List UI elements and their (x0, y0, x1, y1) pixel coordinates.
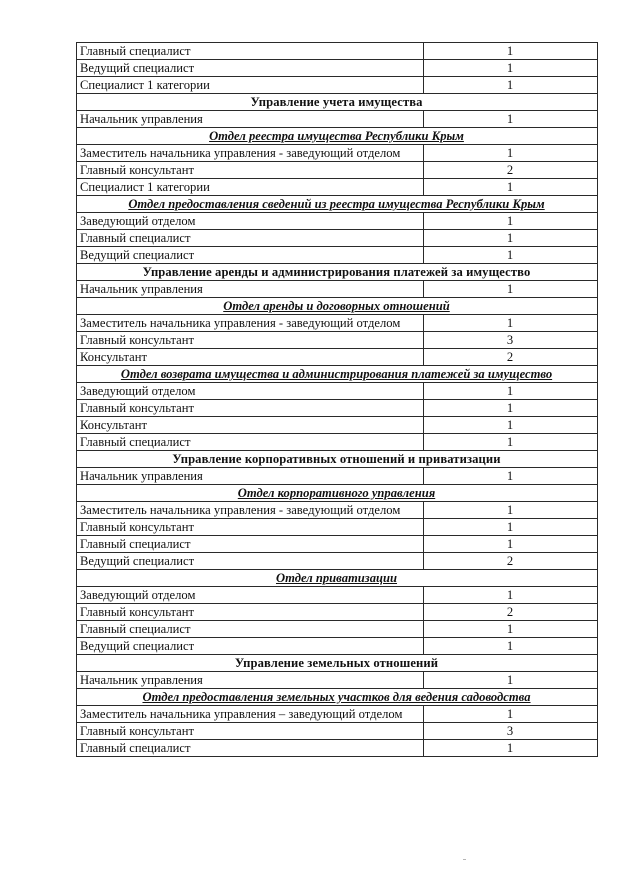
position-title: Заведующий отделом (77, 213, 424, 230)
position-row (77, 723, 598, 740)
position-row (77, 77, 598, 94)
position-row (77, 434, 598, 451)
position-title: Главный специалист (77, 621, 424, 638)
position-row (77, 417, 598, 434)
position-row (77, 553, 598, 570)
position-title: Консультант (77, 417, 424, 434)
position-title: Заместитель начальника управления - заведующий отделом (77, 502, 424, 519)
position-count: 1 (424, 383, 598, 400)
subsection-header-row (77, 128, 598, 145)
position-title: Заведующий отделом (77, 587, 424, 604)
position-row (77, 162, 598, 179)
position-count: 2 (424, 349, 598, 366)
section-header-row (77, 655, 598, 672)
position-title: Главный специалист (77, 43, 424, 60)
position-title: Заведующий отделом (77, 383, 424, 400)
position-title: Главный специалист (77, 230, 424, 247)
position-count: 1 (424, 77, 598, 94)
subsection-header-row (77, 196, 598, 213)
position-title: Начальник управления (77, 281, 424, 298)
subsection-header-row (77, 689, 598, 706)
position-row (77, 281, 598, 298)
position-count: 2 (424, 553, 598, 570)
position-row (77, 672, 598, 689)
section-title: Управление аренды и администрирования платежей за имущество (77, 264, 598, 281)
position-title: Главный специалист (77, 536, 424, 553)
position-title: Ведущий специалист (77, 247, 424, 264)
position-title: Специалист 1 категории (77, 77, 424, 94)
position-count: 1 (424, 179, 598, 196)
position-row (77, 349, 598, 366)
position-count: 1 (424, 111, 598, 128)
position-row (77, 587, 598, 604)
subsection-title: Отдел аренды и договорных отношений (77, 298, 598, 315)
position-row (77, 111, 598, 128)
position-row (77, 740, 598, 757)
position-count: 1 (424, 621, 598, 638)
position-count: 1 (424, 247, 598, 264)
position-row (77, 315, 598, 332)
subsection-header-row (77, 298, 598, 315)
subsection-title: Отдел предоставления земельных участков для ведения садоводства (77, 689, 598, 706)
position-count: 3 (424, 332, 598, 349)
position-row (77, 621, 598, 638)
position-count: 1 (424, 400, 598, 417)
position-title: Главный специалист (77, 434, 424, 451)
position-row (77, 604, 598, 621)
position-title: Ведущий специалист (77, 60, 424, 77)
staffing-table (76, 42, 598, 757)
subsection-header-row (77, 366, 598, 383)
section-title: Управление корпоративных отношений и приватизации (77, 451, 598, 468)
position-count: 1 (424, 587, 598, 604)
position-row (77, 383, 598, 400)
position-title: Заместитель начальника управления - заведующий отделом (77, 145, 424, 162)
position-count: 1 (424, 281, 598, 298)
position-title: Специалист 1 категории (77, 179, 424, 196)
position-count: 1 (424, 434, 598, 451)
section-title: Управление учета имущества (77, 94, 598, 111)
subsection-title: Отдел корпоративного управления (77, 485, 598, 502)
position-row (77, 145, 598, 162)
subsection-header-row (77, 570, 598, 587)
position-row (77, 400, 598, 417)
position-row (77, 60, 598, 77)
position-row (77, 468, 598, 485)
position-count: 1 (424, 468, 598, 485)
position-count: 1 (424, 60, 598, 77)
position-title: Главный специалист (77, 740, 424, 757)
position-count: 1 (424, 740, 598, 757)
position-title: Начальник управления (77, 111, 424, 128)
staffing-table-body (77, 43, 598, 757)
section-title: Управление земельных отношений (77, 655, 598, 672)
position-count: 3 (424, 723, 598, 740)
position-title: Консультант (77, 349, 424, 366)
section-header-row (77, 451, 598, 468)
position-count: 1 (424, 672, 598, 689)
position-title: Главный консультант (77, 162, 424, 179)
position-row (77, 179, 598, 196)
position-count: 1 (424, 638, 598, 655)
position-row (77, 230, 598, 247)
position-row (77, 706, 598, 723)
position-count: 2 (424, 604, 598, 621)
position-title: Главный консультант (77, 604, 424, 621)
position-count: 1 (424, 502, 598, 519)
position-title: Начальник управления (77, 672, 424, 689)
position-count: 1 (424, 315, 598, 332)
position-title: Начальник управления (77, 468, 424, 485)
subsection-title: Отдел приватизации (77, 570, 598, 587)
position-count: 1 (424, 536, 598, 553)
position-count: 1 (424, 213, 598, 230)
subsection-title: Отдел реестра имущества Республики Крым (77, 128, 598, 145)
position-row (77, 502, 598, 519)
position-title: Главный консультант (77, 400, 424, 417)
position-title: Заместитель начальника управления – заведующий отделом (77, 706, 424, 723)
position-row (77, 43, 598, 60)
position-title: Главный консультант (77, 723, 424, 740)
position-title: Ведущий специалист (77, 553, 424, 570)
subsection-title: Отдел предоставления сведений из реестра имущества Республики Крым (77, 196, 598, 213)
position-count: 2 (424, 162, 598, 179)
position-row (77, 638, 598, 655)
position-title: Главный консультант (77, 332, 424, 349)
position-row (77, 247, 598, 264)
position-row (77, 332, 598, 349)
subsection-header-row (77, 485, 598, 502)
position-title: Заместитель начальника управления - заведующий отделом (77, 315, 424, 332)
position-count: 1 (424, 230, 598, 247)
position-title: Главный консультант (77, 519, 424, 536)
position-row (77, 519, 598, 536)
position-title: Ведущий специалист (77, 638, 424, 655)
position-count: 1 (424, 145, 598, 162)
position-count: 1 (424, 706, 598, 723)
position-count: 1 (424, 519, 598, 536)
position-row (77, 536, 598, 553)
position-count: 1 (424, 417, 598, 434)
position-row (77, 213, 598, 230)
scan-speck (463, 859, 466, 860)
section-header-row (77, 264, 598, 281)
position-count: 1 (424, 43, 598, 60)
subsection-title: Отдел возврата имущества и администрирования платежей за имущество (77, 366, 598, 383)
section-header-row (77, 94, 598, 111)
